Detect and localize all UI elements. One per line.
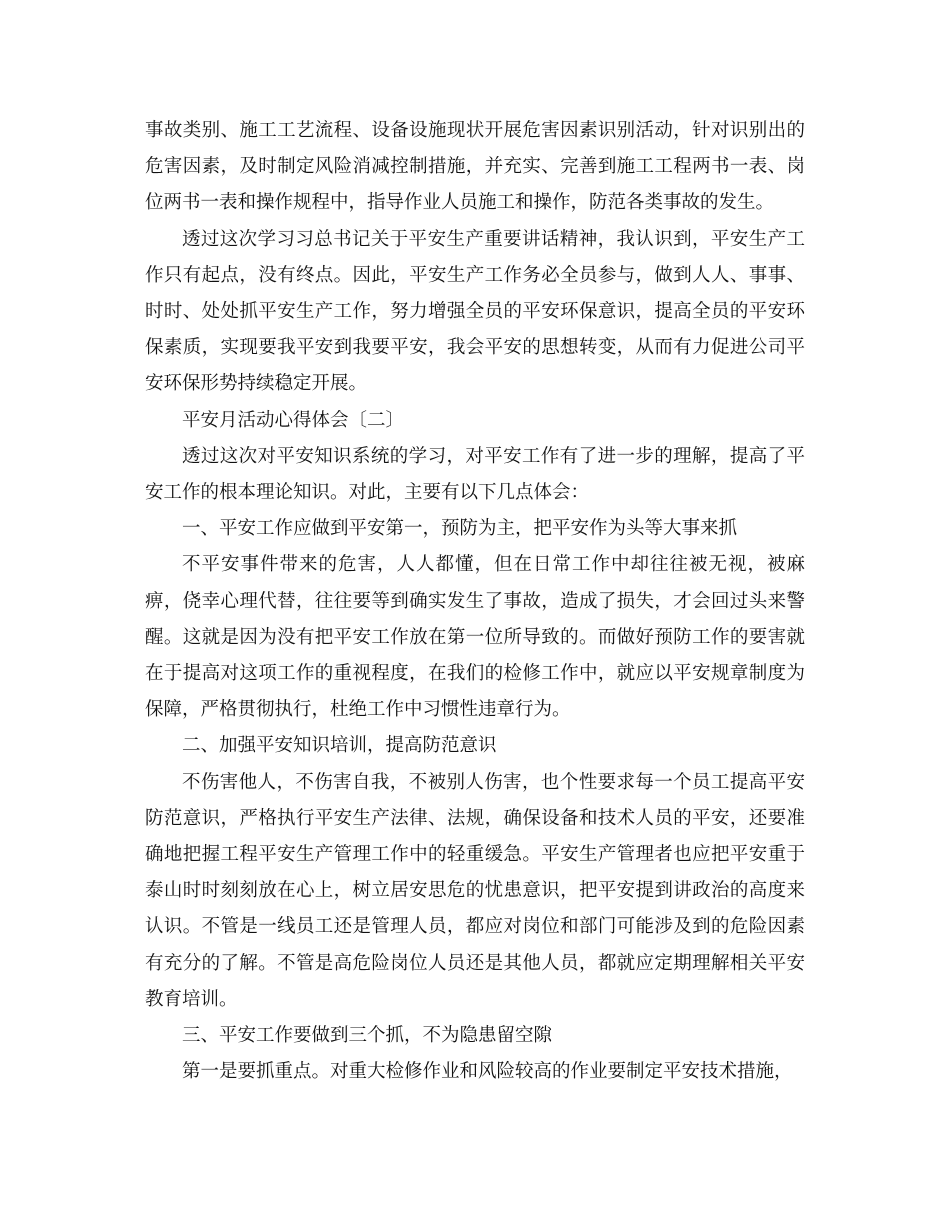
- document-body: [145, 113, 805, 1090]
- heading-point-3: 三、平安工作要做到三个抓，不为隐患留空隙: [182, 1025, 553, 1047]
- heading-point-2: 二、加强平安知识培训，提高防范意识: [182, 735, 497, 757]
- heading-point-1: 一、平安工作应做到平安第一，预防为主，把平安作为头等大事来抓: [182, 518, 738, 540]
- paragraph: 不平安事件带来的危害，人人都懂，但在日常工作中却往往被无视，被麻痹，侥幸心理代替，往往要等到确实发生了事故，造成了损失，才会回过头来警醒。这就是因为没有把平安工作放在第一位所导致的。而做好预防工作的要害就在于提高对这项工作的重视程度，在我们的检修工作中，就应以平安规章制度为保障，严格贯彻执行，杜绝工作中习惯性违章行为。: [145, 554, 805, 721]
- paragraph: 透过这次学习习总书记关于平安生产重要讲话精神，我认识到，平安生产工作只有起点，没有终点。因此，平安生产工作务必全员参与，做到人人、事事、时时、处处抓平安生产工作，努力增强全员的平安环保意识，提高全员的平安环保素质，实现要我平安到我要平安，我会平安的思想转变，从而有力促进公司平安环保形势持续稳定开展。: [145, 228, 805, 395]
- section-title: 平安月活动心得体会〔二〕: [182, 409, 405, 431]
- paragraph: 不伤害他人，不伤害自我，不被别人伤害，也个性要求每一个员工提高平安防范意识，严格执行平安生产法律、法规，确保设备和技术人员的平安，还要准确地把握工程平安生产管理工作中的轻重缓急。平安生产管理者也应把平安重于泰山时时刻刻放在心上，树立居安思危的忧患意识，把平安提到讲政治的高度来认识。不管是一线员工还是管理人员，都应对岗位和部门可能涉及到的危险因素有充分的了解。不管是高危险岗位人员还是其他人员，都就应定期理解相关平安教育培训。: [145, 771, 805, 1010]
- paragraph-continuation: 事故类别、施工工艺流程、设备设施现状开展危害因素识别活动，针对识别出的危害因素，及时制定风险消减控制措施，并充实、完善到施工工程两书一表、岗位两书一表和操作规程中，指导作业人员施工和操作，防范各类事故的发生。: [145, 120, 805, 214]
- paragraph: 第一是要抓重点。对重大检修作业和风险较高的作业要制定平安技术措施，: [182, 1061, 793, 1083]
- paragraph: 透过这次对平安知识系统的学习，对平安工作有了进一步的理解，提高了平安工作的根本理论知识。对此，主要有以下几点体会：: [145, 445, 805, 504]
